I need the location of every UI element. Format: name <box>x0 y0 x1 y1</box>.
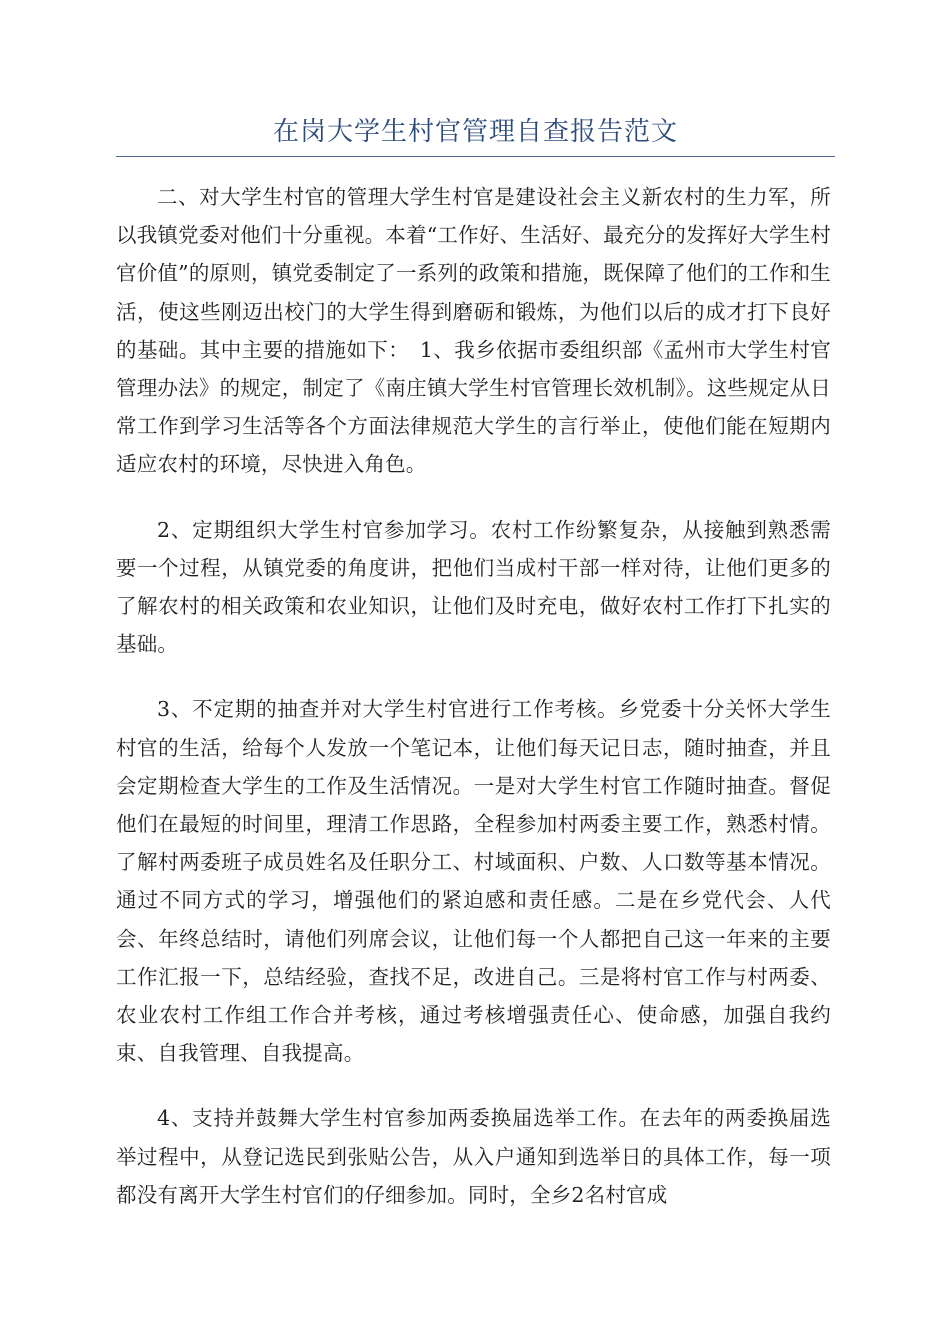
document-body <box>116 178 831 1241</box>
page-title: 在岗大学生村官管理自查报告范文 <box>272 117 678 147</box>
paragraph-election-support: 4、支持并鼓舞大学生村官参加两委换届选举工作。在去年的两委换届选举过程中，从登记选民到张贴公告，从入户通知到选举日的具体工作，每一项都没有离开大学生村官们的仔细参加。同时，全乡2名村官成 <box>116 1106 831 1207</box>
paragraph-management-overview: 二、对大学生村官的管理大学生村官是建设社会主义新农村的生力军，所以我镇党委对他们十分重视。本着“工作好、生活好、最充分的发挥好大学生村官价值”的原则，镇党委制定了一系列的政策和措施，既保障了他们的工作和生活，使这些刚迈出校门的大学生得到磨砺和锻炼，为他们以后的成才打下良好的基础。其中主要的措施如下： 1、我乡依据市委组织部《孟州市大学生村官管理办法》的规定，制定了《南庄镇大学生村官管理长效机制》。这些规定从日常工作到学习生活等各个方面法律规范大学生的言行举止，使他们能在短期内适应农村的环境，尽快进入角色。 <box>116 185 831 477</box>
title-block <box>116 112 835 157</box>
paragraph-regular-study: 2、定期组织大学生村官参加学习。农村工作纷繁复杂，从接触到熟悉需要一个过程，从镇党委的角度讲，把他们当成村干部一样对待，让他们更多的了解农村的相关政策和农业知识，让他们及时充电，做好农村工作打下扎实的基础。 <box>116 517 831 657</box>
paragraph-spot-check-assessment: 3、不定期的抽查并对大学生村官进行工作考核。乡党委十分关怀大学生村官的生活，给每个人发放一个笔记本，让他们每天记日志，随时抽查，并且会定期检查大学生的工作及生活情况。一是对大学生村官工作随时抽查。督促他们在最短的时间里，理清工作思路，全程参加村两委主要工作，熟悉村情。了解村两委班子成员姓名及任职分工、村域面积、户数、人口数等基本情况。通过不同方式的学习，增强他们的紧迫感和责任感。二是在乡党代会、人代会、年终总结时，请他们列席会议，让他们每一个人都把自己这一年来的主要工作汇报一下，总结经验，查找不足，改进自己。三是将村官工作与村两委、农业农村工作组工作合并考核，通过考核增强责任心、使命感，加强自我约束、自我管理、自我提高。 <box>116 697 831 1066</box>
